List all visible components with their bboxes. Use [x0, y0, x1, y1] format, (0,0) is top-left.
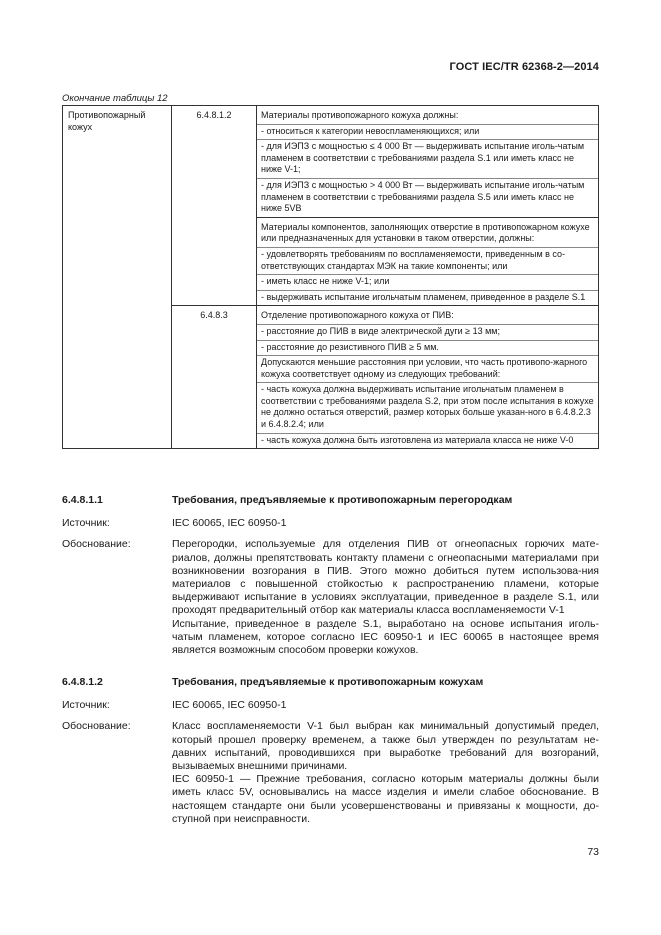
rationale-paragraph: IEC 60950-1 — Прежние требования, согласно которым материалы должны были иметь класс 5V, основывались на массе изделия и имели слабое обоснование. В настоящем стандарте они были усовершенствованы и привязаны к мощности, до-ступной при неисправности. — [172, 773, 599, 825]
rationale-label: Обоснование: — [62, 538, 131, 551]
source-value: IEC 60065, IEC 60950-1 — [172, 517, 287, 530]
table-row — [63, 106, 599, 218]
section-heading — [62, 494, 599, 507]
section-heading — [62, 676, 599, 689]
table-paragraph: - расстояние до резистивного ПИВ ≥ 5 мм. — [257, 340, 598, 356]
section-number: 6.4.8.1.2 — [62, 676, 103, 688]
table-paragraph: Материалы компонентов, заполняющих отверстие в противопожарном кожухе или предназначенных для установки в таком отверстии, должны: — [261, 221, 590, 244]
table-cell-name: Противопожарный кожух — [63, 106, 172, 449]
table-paragraph: - часть кожуха должна быть изготовлена из материала класса не ниже V-0 — [257, 433, 598, 449]
rationale-text — [172, 720, 599, 826]
source-label: Источник: — [62, 699, 110, 712]
table-paragraph: - для ИЭПЗ с мощностью ≤ 4 000 Вт — выдерживать испытание иголь-чатым пламенем в соответствии с требованиями раздела S.1 или иметь класс не ниже V-1; — [257, 139, 598, 178]
requirements-table — [62, 105, 599, 449]
page-number: 73 — [587, 846, 599, 858]
table-paragraph: - часть кожуха должна выдерживать испытание игольчатым пламенем в соответствии с требованиями раздела S.2, при этом после испытания в кожухе не должно остаться отверстий, размер которых больше указан-ного в 6.4.8.2.3 и 6.4.8.2.4; или — [257, 382, 598, 432]
table-paragraph: - для ИЭПЗ с мощностью > 4 000 Вт — выдерживать испытание иголь-чатым пламенем в соответствии с требованиями раздела S.5 или иметь класс не ниже 5VB — [257, 178, 598, 217]
table-cell-ref: 6.4.8.3 — [172, 306, 257, 449]
rationale-paragraph: Перегородки, используемые для отделения ПИВ от огнеопасных горючих мате-риалов, должны препятствовать контакту пламени с огнеопасными материалами при возникновении возгорания в ПИВ. Этого можно добиться путем использова-ния материалов с повышенной стойкостью к распространению пламени, которые выдерживают испытание в условиях эксплуатации, приведенное в разделе S.1, или проходят предварительный отбор как материалы класса воспламеняемости V-1 — [172, 538, 599, 617]
section-title: Требования, предъявляемые к противопожарным кожухам — [172, 676, 484, 688]
rationale-row — [62, 538, 599, 657]
table-cell-text — [257, 106, 599, 218]
rationale-row — [62, 720, 599, 826]
table-caption: Окончание таблицы 12 — [62, 93, 168, 104]
source-label: Источник: — [62, 517, 110, 530]
source-value: IEC 60065, IEC 60950-1 — [172, 699, 287, 712]
rationale-text — [172, 538, 599, 657]
source-row — [62, 517, 599, 530]
table-paragraph: Материалы противопожарного кожуха должны: — [261, 110, 459, 120]
section-title: Требования, предъявляемые к противопожарным перегородкам — [172, 494, 513, 506]
section-6-4-8-1-1 — [62, 494, 599, 657]
table-cell-ref: 6.4.8.1.2 — [172, 106, 257, 306]
document-header: ГОСТ IEC/TR 62368-2—2014 — [449, 61, 599, 73]
table-paragraph: - иметь класс не ниже V-1; или — [257, 274, 598, 290]
table-paragraph: - относиться к категории невоспламеняющихся; или — [257, 124, 598, 140]
table-paragraph: - расстояние до ПИВ в виде электрической дуги ≥ 13 мм; — [257, 324, 598, 340]
table-paragraph: - выдерживать испытание игольчатым пламенем, приведенное в разделе S.1 — [257, 290, 598, 306]
section-6-4-8-1-2 — [62, 676, 599, 826]
rationale-label: Обоснование: — [62, 720, 131, 733]
table-paragraph: - удовлетворять требованиям по воспламеняемости, приведенным в со-ответствующих стандартах МЭК на такие компоненты; или — [257, 247, 598, 274]
table-paragraph: Отделение противопожарного кожуха от ПИВ: — [261, 310, 454, 321]
rationale-paragraph: Испытание, приведенное в разделе S.1, выработано на основе испытания иголь-чатым пламенем, которое согласно IEC 60950-1 и IEC 60065 в настоящее время является возможным способом проверки кожухов. — [172, 617, 599, 657]
table-cell-text — [257, 217, 599, 306]
table-cell-text — [257, 306, 599, 449]
table-paragraph: Допускаются меньшие расстояния при условии, что часть противопо-жарного кожуха соответствует одному из следующих требований: — [257, 355, 598, 382]
section-number: 6.4.8.1.1 — [62, 494, 103, 506]
rationale-paragraph: Класс воспламеняемости V-1 был выбран как минимальный допустимый предел, который прошел проверку временем, а также был утвержден по результатам не-давних испытаний, проводившихся при выработке требований для возгораний, вызываемых внешними причинами. — [172, 720, 599, 773]
source-row — [62, 699, 599, 712]
